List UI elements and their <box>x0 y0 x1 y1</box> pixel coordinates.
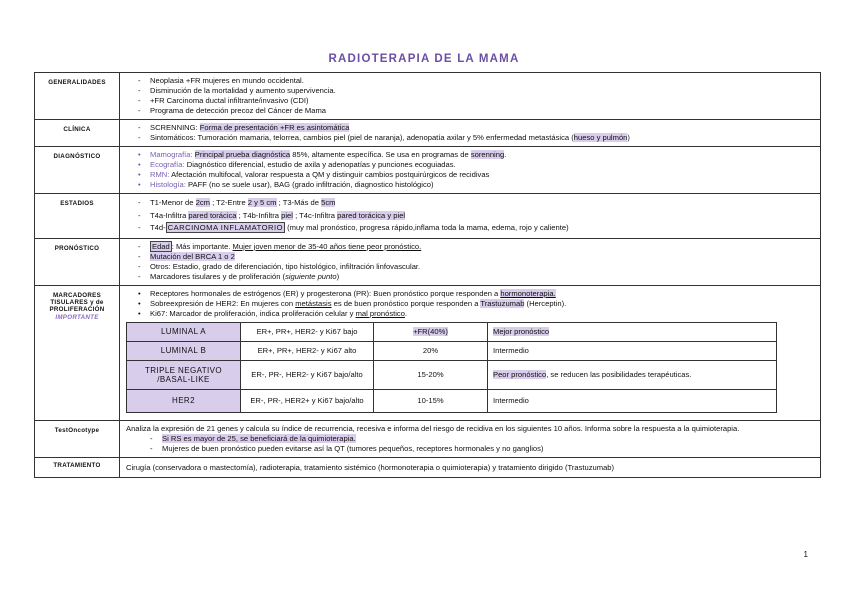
list-item: - Neoplasia +FR mujeres en mundo occidental. <box>150 76 814 86</box>
molecular-subtypes-table <box>126 322 777 413</box>
list-item: - Otros: Estadio, grado de diferenciación, tipo histológico, infiltración linfovascular. <box>150 262 814 272</box>
table-row: TRIPLE NEGATIVO /BASAL-LIKE ER-, PR-, HER2- y Ki67 bajo/alto 15-20% Peor pronóstico, se reducen las posibilidades terapéuticas. <box>127 360 777 389</box>
oncotype-text: Analiza la expresión de 21 genes y calcula su índice de recurrencia, recesiva e informa del riesgo de recidiva en los siguientes 10 años. Informa sobre la respuesta a la quimioterapia. <box>126 423 740 433</box>
row-marcadores <box>35 285 821 420</box>
list-item: - Marcadores tisulares y de proliferación (siguiente punto) <box>150 272 814 282</box>
list-item: - Mutación del BRCA 1 o 2 <box>150 252 814 262</box>
row-tratamiento <box>35 457 821 477</box>
list-item: - Mujeres de buen pronóstico pueden evitarse así la QT (tumores pequeños, receptores hormonales y no ganglios) <box>162 444 814 454</box>
list-item: - T4a-Infiltra pared torácica ; T4b-Infiltra piel ; T4c-Infiltra pared torácica y piel <box>150 210 814 223</box>
list-item: • Mamografía: Principal prueba diagnóstica 85%, altamente específica. Se usa en programas de sorenning. <box>150 150 814 160</box>
row-label: DIAGNÓSTICO <box>35 147 120 194</box>
subtype-name: LUMINAL A <box>127 322 241 341</box>
list-item: - SCRENNING: Forma de presentación +FR es asintomática <box>150 123 814 133</box>
row-generalidades <box>35 73 821 120</box>
list-item: - T1-Menor de 2cm ; T2-Entre 2 y 5 cm ; T3-Más de 5cm <box>150 197 814 210</box>
list-item: • Receptores hormonales de estrógenos (ER) y progesterona (PR): Buen pronóstico porque responden a hormonoterapia. <box>150 289 814 299</box>
list-item: - T4d- CARCINOMA INFLAMATORIO (muy mal pronóstico, progresa rápido,inflama toda la mama, edema, rojo y caliente) <box>150 222 814 235</box>
page-number: 1 <box>803 550 808 559</box>
row-label: TestOncotype <box>35 420 120 457</box>
row-label: CLÍNICA <box>35 120 120 147</box>
row-estadios <box>35 194 821 239</box>
row-testoncotype <box>35 420 821 457</box>
row-label: MARCADORES TISULARES y de PROLIFERACIÓN IMPORTANTE <box>35 285 120 420</box>
list-item: - Sintomáticos: Tumoración mamaria, telorrea, cambios piel (piel de naranja), adenopatía axilar y 5% enfermedad metastásica (hueso y pulmón) <box>150 133 814 143</box>
list-item: • Histología: PAFF (no se suele usar), BAG (grado infiltración, diagnostico histológico) <box>150 180 814 190</box>
list-item: • Ki67: Marcador de proliferación, indica proliferación celular y mal pronóstico. <box>150 309 814 319</box>
subtype-name: LUMINAL B <box>127 341 241 360</box>
list-item: - Disminución de la mortalidad y aumento supervivencia. <box>150 86 814 96</box>
important-note: IMPORTANTE <box>55 313 99 321</box>
row-pronostico <box>35 238 821 285</box>
subtype-name: HER2 <box>127 389 241 412</box>
table-row: HER2 ER-, PR-, HER2+ y Ki67 bajo/alto 10-15% Intermedio <box>127 389 777 412</box>
row-label: GENERALIDADES <box>35 73 120 120</box>
table-row: LUMINAL A ER+, PR+, HER2- y Ki67 bajo +FR(40%) Mejor pronóstico <box>127 322 777 341</box>
tratamiento-text: Cirugía (conservadora o mastectomía), radioterapia, tratamiento sistémico (hormonoterapia o quimioterapia) y tratamiento dirigido (Trastuzumab) <box>120 457 821 477</box>
page-title: RADIOTERAPIA DE LA MAMA <box>328 53 520 65</box>
subtype-name: TRIPLE NEGATIVO /BASAL-LIKE <box>127 360 241 389</box>
row-label: PRONÓSTICO <box>35 238 120 285</box>
row-clinica <box>35 120 821 147</box>
list-item: • Ecografía: Diagnóstico diferencial, estudio de axila y adenopatías y punciones ecoguiadas. <box>150 160 814 170</box>
list-item: • Sobreexpresión de HER2: En mujeres con metástasis es de buen pronóstico porque responden a Trastuzumab (Herceptin). <box>150 299 814 309</box>
list-item: - Edad : Más importante. Mujer joven menor de 35-40 años tiene peor pronóstico. <box>150 242 814 252</box>
row-label: TRATAMIENTO <box>35 457 120 477</box>
row-label: ESTADIOS <box>35 194 120 239</box>
list-item: - Si RS es mayor de 25, se beneficiará de la quimioterapia. <box>162 434 814 444</box>
generalidades-list <box>136 76 814 116</box>
list-item: - +FR Carcinoma ductal infiltrante/invasivo (CDI) <box>150 96 814 106</box>
summary-table <box>34 72 821 478</box>
list-item: - Programa de detección precoz del Cáncer de Mama <box>150 106 814 116</box>
table-row: LUMINAL B ER+, PR+, HER2- y Ki67 alto 20% Intermedio <box>127 341 777 360</box>
row-diagnostico <box>35 147 821 194</box>
list-item: • RMN: Afectación multifocal, valorar respuesta a QM y distinguir cambios postquirúrgicos de recidivas <box>150 170 814 180</box>
